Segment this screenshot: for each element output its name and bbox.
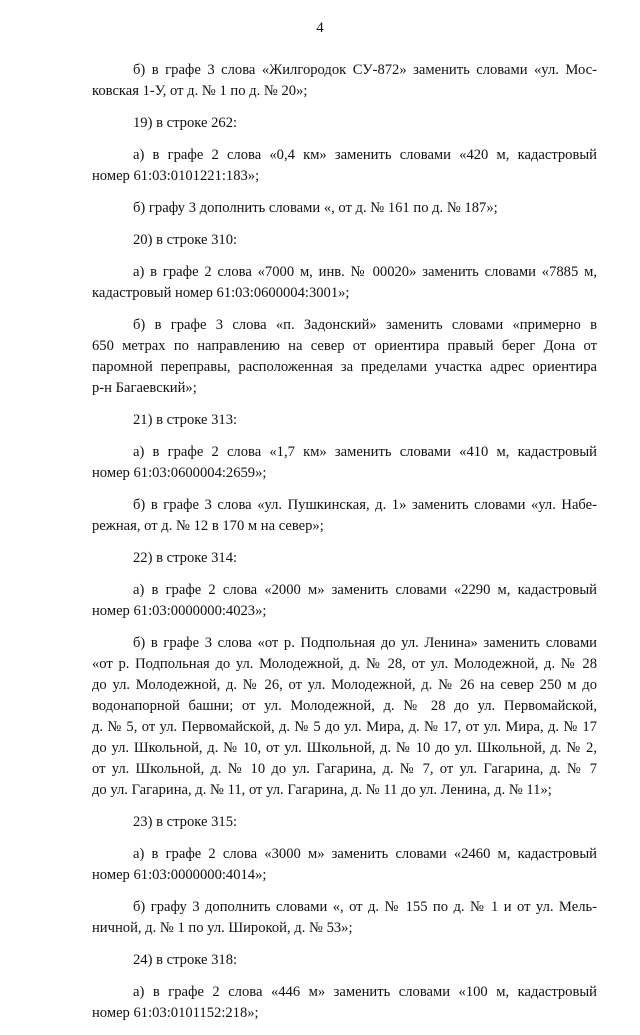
paragraph-line: до ул. Школьной, д. № 10, от ул. Школьной, д. № 10 до ул. Школьной, д. № 2, <box>92 740 597 756</box>
paragraph <box>92 633 597 801</box>
paragraph <box>92 410 597 431</box>
paragraph-line: б) в графе 3 слова «от р. Подпольная до ул. Ленина» заменить словами <box>133 635 597 651</box>
paragraph <box>92 145 597 187</box>
paragraph-line: а) в графе 2 слова «1,7 км» заменить словами «410 м, кадастровый <box>133 444 597 460</box>
paragraph-line: до ул. Молодежной, д. № 26, от ул. Молодежной, д. № 26 на север 250 м до <box>92 677 597 693</box>
paragraph-line: номер 61:03:0000000:4023»; <box>92 603 267 619</box>
paragraph <box>92 315 597 399</box>
page-number: 4 <box>316 20 324 36</box>
paragraph-line: 21) в строке 313: <box>133 412 238 428</box>
paragraph <box>92 198 597 219</box>
paragraph <box>92 60 597 102</box>
paragraph-line: б) в графе 3 слова «п. Задонский» заменить словами «примерно в <box>133 317 597 333</box>
paragraph-line: «от р. Подпольная до ул. Молодежной, д. № 28, от ул. Молодежной, д. № 28 <box>92 656 597 672</box>
paragraph <box>92 442 597 484</box>
paragraph-line: кадастровый номер 61:03:0600004:3001»; <box>92 285 350 301</box>
paragraph <box>92 844 597 886</box>
paragraph-line: а) в графе 2 слова «7000 м, инв. № 00020» заменить словами «7885 м, <box>133 264 597 280</box>
paragraph <box>92 230 597 251</box>
paragraph-line: б) в графе 3 слова «Жилгородок СУ-872» заменить словами «ул. Мос- <box>133 62 597 78</box>
paragraph-line: а) в графе 2 слова «2000 м» заменить словами «2290 м, кадастровый <box>133 582 597 598</box>
paragraph-line: номер 61:03:0000000:4014»; <box>92 867 267 883</box>
paragraph-line: 650 метрах по направлению на север от ориентира правый берег Дона от <box>92 338 597 354</box>
paragraph-line: от ул. Школьной, д. № 10 до ул. Гагарина, д. № 7, от ул. Гагарина, д. № 7 <box>92 761 597 777</box>
paragraph <box>92 495 597 537</box>
paragraph <box>92 897 597 939</box>
paragraph-line: 20) в строке 310: <box>133 232 238 248</box>
paragraph-line: ковская 1-У, от д. № 1 по д. № 20»; <box>92 83 308 99</box>
paragraph-line: 19) в строке 262: <box>133 115 238 131</box>
paragraph-line: б) в графе 3 слова «ул. Пушкинская, д. 1» заменить словами «ул. Набе- <box>133 497 597 513</box>
paragraph <box>92 982 597 1024</box>
paragraph-line: б) графу 3 дополнить словами «, от д. № 161 по д. № 187»; <box>133 200 498 216</box>
document-body <box>92 60 597 1035</box>
paragraph-line: ничной, д. № 1 по ул. Широкой, д. № 53»; <box>92 920 353 936</box>
paragraph-line: а) в графе 2 слова «446 м» заменить словами «100 м, кадастровый <box>133 984 597 1000</box>
paragraph <box>92 950 597 971</box>
paragraph-line: паромной переправы, расположенная за пределами участка адрес ориентира <box>92 359 597 375</box>
paragraph-line: а) в графе 2 слова «0,4 км» заменить словами «420 м, кадастровый <box>133 147 597 163</box>
paragraph <box>92 548 597 569</box>
paragraph-line: водонапорной башни; от ул. Молодежной, д. № 28 до ул. Первомайской, <box>92 698 597 714</box>
paragraph-line: б) графу 3 дополнить словами «, от д. № 155 по д. № 1 и от ул. Мель- <box>133 899 597 915</box>
paragraph <box>92 262 597 304</box>
paragraph-line: 23) в строке 315: <box>133 814 238 830</box>
paragraph-line: 24) в строке 318: <box>133 952 238 968</box>
paragraph-line: номер 61:03:0101152:218»; <box>92 1005 259 1021</box>
paragraph-line: д. № 5, от ул. Первомайской, д. № 5 до ул. Мира, д. № 17, от ул. Мира, д. № 17 <box>92 719 597 735</box>
paragraph <box>92 113 597 134</box>
paragraph-line: до ул. Гагарина, д. № 11, от ул. Гагарина, д. № 11 до ул. Ленина, д. № 11»; <box>92 782 552 798</box>
paragraph-line: режная, от д. № 12 в 170 м на север»; <box>92 518 324 534</box>
paragraph <box>92 812 597 833</box>
paragraph-line: а) в графе 2 слова «3000 м» заменить словами «2460 м, кадастровый <box>133 846 597 862</box>
paragraph-line: номер 61:03:0101221:183»; <box>92 168 260 184</box>
paragraph-line: номер 61:03:0600004:2659»; <box>92 465 267 481</box>
paragraph-line: р-н Багаевский»; <box>92 380 197 396</box>
paragraph <box>92 580 597 622</box>
paragraph-line: 22) в строке 314: <box>133 550 238 566</box>
